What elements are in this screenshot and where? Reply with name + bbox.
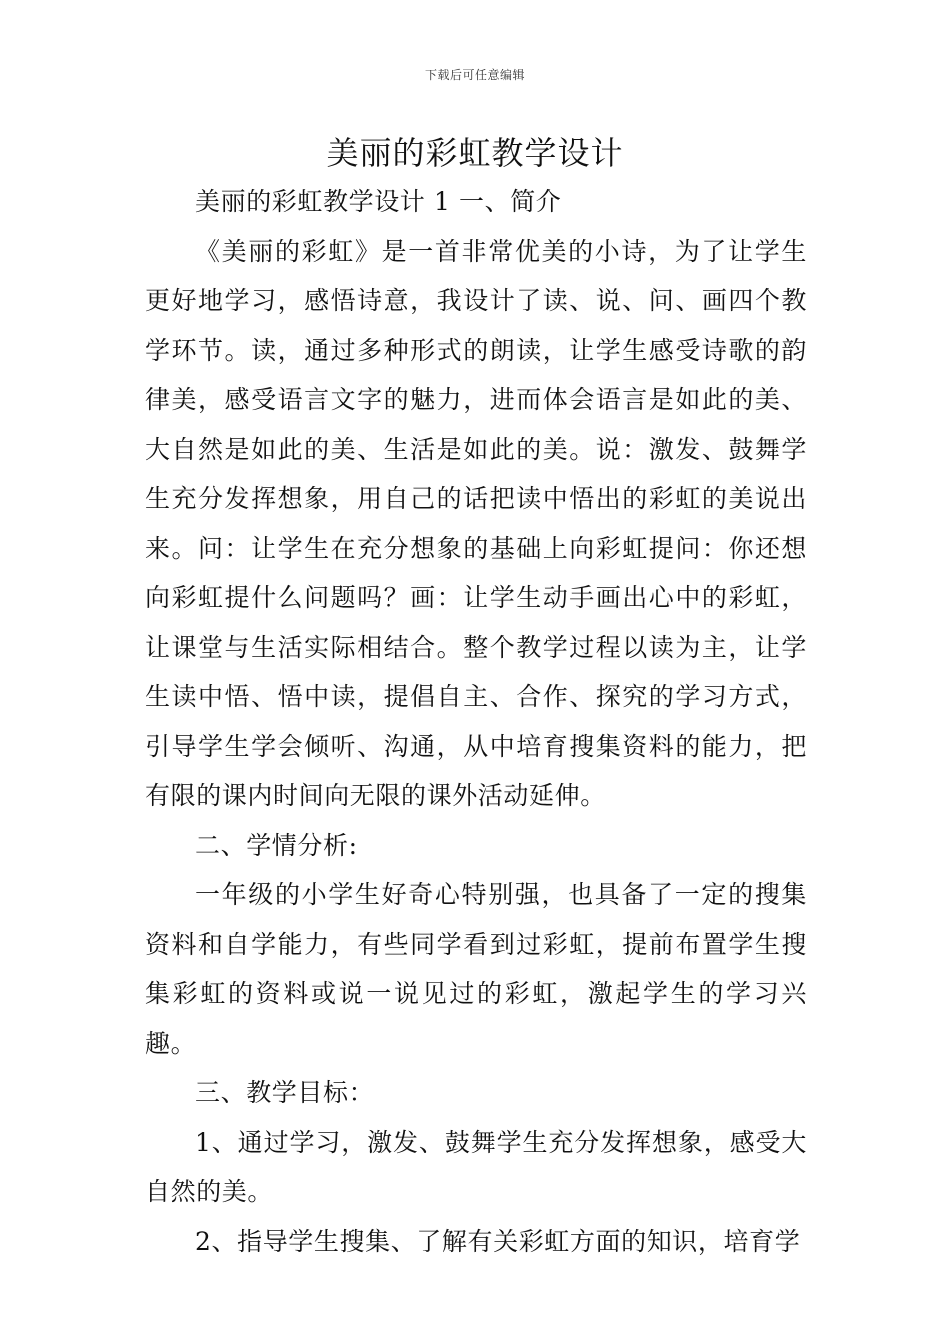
paragraph-analysis-heading: 二、学情分析: [195, 830, 358, 860]
paragraph-goal-2: 2、指导学生搜集、了解有关彩虹方面的知识，培育学 [195, 1226, 801, 1256]
paragraph-intro: 《美丽的彩虹》是一首非常优美的小诗，为了让学生更好地学习，感悟诗意，我设计了读、说、问、画四个教学环节。读，通过多种形式的朗读，让学生感受诗歌的韵律美，感受语言文字的魅力，进而体会语言是如此的美、大自然是如此的美、生活是如此的美。说：激发、鼓舞学生充分发挥想象，用自己的话把读中悟出的彩虹的美说出来。问：让学生在充分想象的基础上向彩虹提问：你还想向彩虹提什么问题吗？画：让学生动手画出心中的彩虹，让课堂与生活实际相结合。整个教学过程以读为主，让学生读中悟、悟中读，提倡自主、合作、探究的学习方式，引导学生学会倾听、沟通，从中培育搜集资料的能力，把有限的课内时间向无限的课外活动延伸。 [145, 236, 807, 810]
header-note: 下载后可任意编辑 [424, 68, 525, 82]
paragraph-goals-heading: 三、教学目标： [195, 1078, 375, 1107]
paragraph-analysis: 一年级的小学生好奇心特别强，也具备了一定的搜集资料和自学能力，有些同学看到过彩虹，提前布置学生搜集彩虹的资料或说一说见过的彩虹，激起学生的学习兴趣。 [145, 880, 807, 1058]
paragraph-goal-1: 1、通过学习，激发、鼓舞学生充分发挥想象，感受大自然的美。 [145, 1127, 807, 1206]
paragraph-intro-heading: 美丽的彩虹教学设计 1 一、简介 [195, 187, 562, 216]
document-body [145, 177, 807, 1266]
document-title: 美丽的彩虹教学设计 [326, 134, 624, 172]
